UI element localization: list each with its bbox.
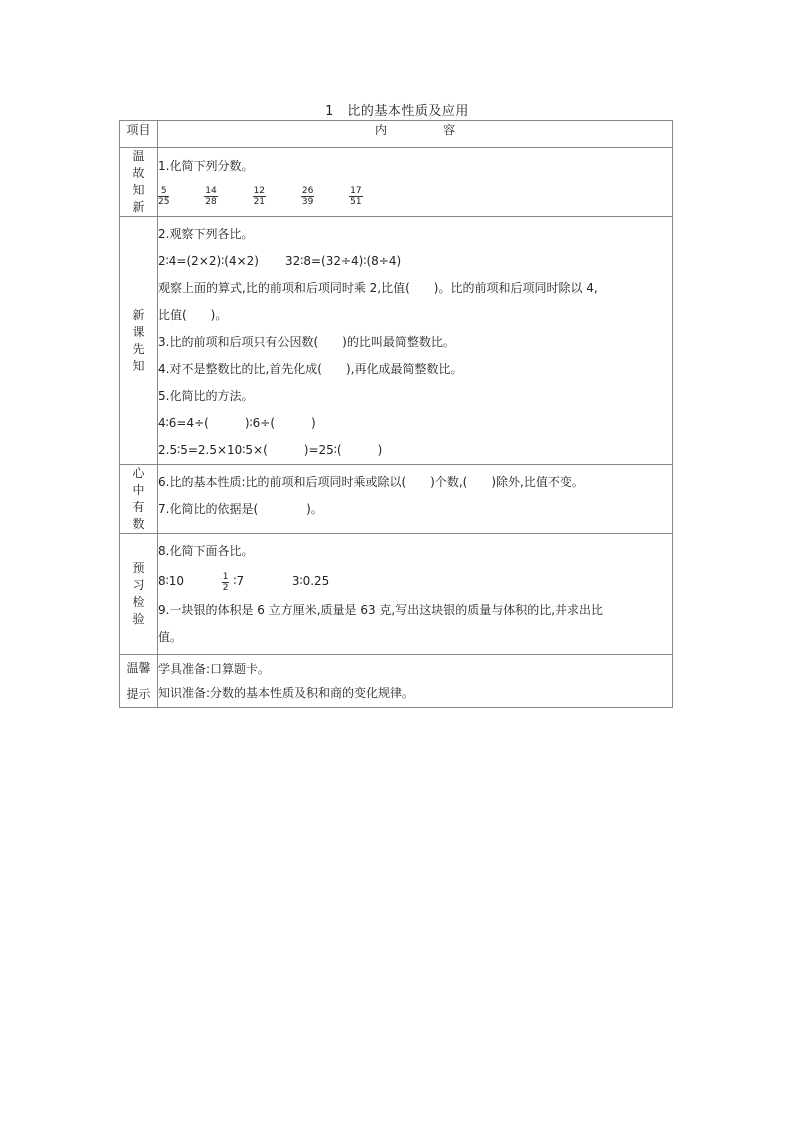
label-tips-b: 提示 bbox=[126, 687, 151, 701]
section-tips bbox=[120, 655, 673, 708]
ratio-2-rest: ∶7 bbox=[233, 574, 245, 588]
question-1: 1.化简下列分数。 bbox=[158, 159, 254, 173]
label-mind-text bbox=[120, 465, 157, 533]
question-7: 7.化简比的依据是( )。 bbox=[158, 502, 323, 516]
label-check-text bbox=[120, 560, 157, 628]
lesson-table bbox=[119, 120, 673, 708]
question-9-line-1: 9.一块银的体积是 6 立方厘米,质量是 63 克,写出这块银的质量与体积的比,并求出比 bbox=[158, 603, 604, 617]
observation-line-1: 观察上面的算式,比的前项和后项同时乘 2,比值( )。比的前项和后项同时除以 4, bbox=[158, 281, 598, 295]
question-4: 4.对不是整数比的比,首先化成( ),再化成最简整数比。 bbox=[158, 362, 463, 376]
label-check bbox=[120, 534, 158, 655]
label-char: 温 bbox=[132, 149, 145, 163]
method-2: 2.5∶5=2.5×10∶5×( )=25∶( ) bbox=[158, 443, 383, 457]
header-item: 项目 bbox=[120, 121, 158, 148]
tip-2: 知识准备:分数的基本性质及积和商的变化规律。 bbox=[158, 686, 415, 700]
check-content bbox=[158, 534, 673, 655]
section-mind bbox=[120, 465, 673, 534]
method-1: 4∶6=4÷( )∶6÷( ) bbox=[158, 416, 316, 430]
tip-1: 学具准备:口算题卡。 bbox=[158, 662, 271, 676]
observation-line-2: 比值( )。 bbox=[158, 308, 228, 322]
label-char: 有 bbox=[132, 500, 145, 514]
fraction-2: $\frac{14}{28}$ bbox=[205, 185, 217, 206]
label-char: 故 bbox=[132, 166, 145, 180]
label-tips bbox=[120, 655, 158, 708]
section-check bbox=[120, 534, 673, 655]
label-char: 习 bbox=[132, 578, 145, 592]
label-char: 新 bbox=[132, 200, 145, 214]
label-char: 课 bbox=[132, 324, 145, 339]
equation-b: 32∶8=(32÷4)∶(8÷4) bbox=[284, 254, 402, 268]
label-review-text bbox=[120, 148, 157, 216]
table-header-row bbox=[120, 121, 673, 148]
label-char: 新 bbox=[132, 307, 145, 322]
label-review bbox=[120, 148, 158, 217]
ratio-row bbox=[158, 565, 672, 597]
question-8: 8.化简下面各比。 bbox=[158, 544, 254, 558]
section-new bbox=[120, 217, 673, 465]
question-9-line-2: 值。 bbox=[158, 630, 183, 644]
equation-row bbox=[158, 248, 672, 275]
question-6: 6.比的基本性质:比的前项和后项同时乘或除以( )个数,( )除外,比值不变。 bbox=[158, 475, 584, 489]
fraction-3: $\frac{12}{21}$ bbox=[253, 185, 266, 206]
section-review bbox=[120, 148, 673, 217]
label-mind bbox=[120, 465, 158, 534]
label-char: 预 bbox=[132, 561, 145, 575]
new-content bbox=[158, 217, 673, 465]
question-3: 3.比的前项和后项只有公因数( )的比叫最简整数比。 bbox=[158, 335, 455, 349]
fraction-5: $\frac{17}{51}$ bbox=[350, 185, 362, 206]
question-2: 2.观察下列各比。 bbox=[158, 227, 254, 241]
label-tips-a: 温馨 bbox=[126, 661, 151, 675]
mind-content bbox=[158, 465, 673, 534]
label-char: 验 bbox=[132, 612, 145, 626]
review-content bbox=[158, 148, 673, 217]
ratio-3: 3∶0.25 bbox=[291, 574, 330, 588]
tips-content bbox=[158, 655, 673, 708]
label-new bbox=[120, 217, 158, 465]
label-char: 心 bbox=[132, 466, 145, 480]
fraction-1: $\frac{5}{25}$ bbox=[158, 185, 170, 206]
equation-a: 2∶4=(2×2)∶(4×2) bbox=[158, 254, 259, 268]
label-char: 知 bbox=[132, 358, 145, 373]
page-title: 1 比的基本性质及应用 bbox=[325, 104, 469, 119]
label-new-text bbox=[120, 307, 157, 375]
question-5: 5.化简比的方法。 bbox=[158, 389, 254, 403]
label-char: 中 bbox=[132, 483, 145, 497]
label-char: 检 bbox=[132, 595, 145, 609]
fraction-4: $\frac{26}{39}$ bbox=[301, 185, 314, 206]
label-char: 知 bbox=[132, 183, 145, 197]
ratio-1: 8∶10 bbox=[158, 574, 185, 588]
ratio-2-fraction: $\frac{1}{2}$ bbox=[222, 571, 229, 592]
header-content: 内 容 bbox=[158, 121, 673, 148]
label-char: 先 bbox=[132, 341, 145, 356]
fraction-list bbox=[158, 180, 672, 210]
label-char: 数 bbox=[132, 517, 145, 531]
